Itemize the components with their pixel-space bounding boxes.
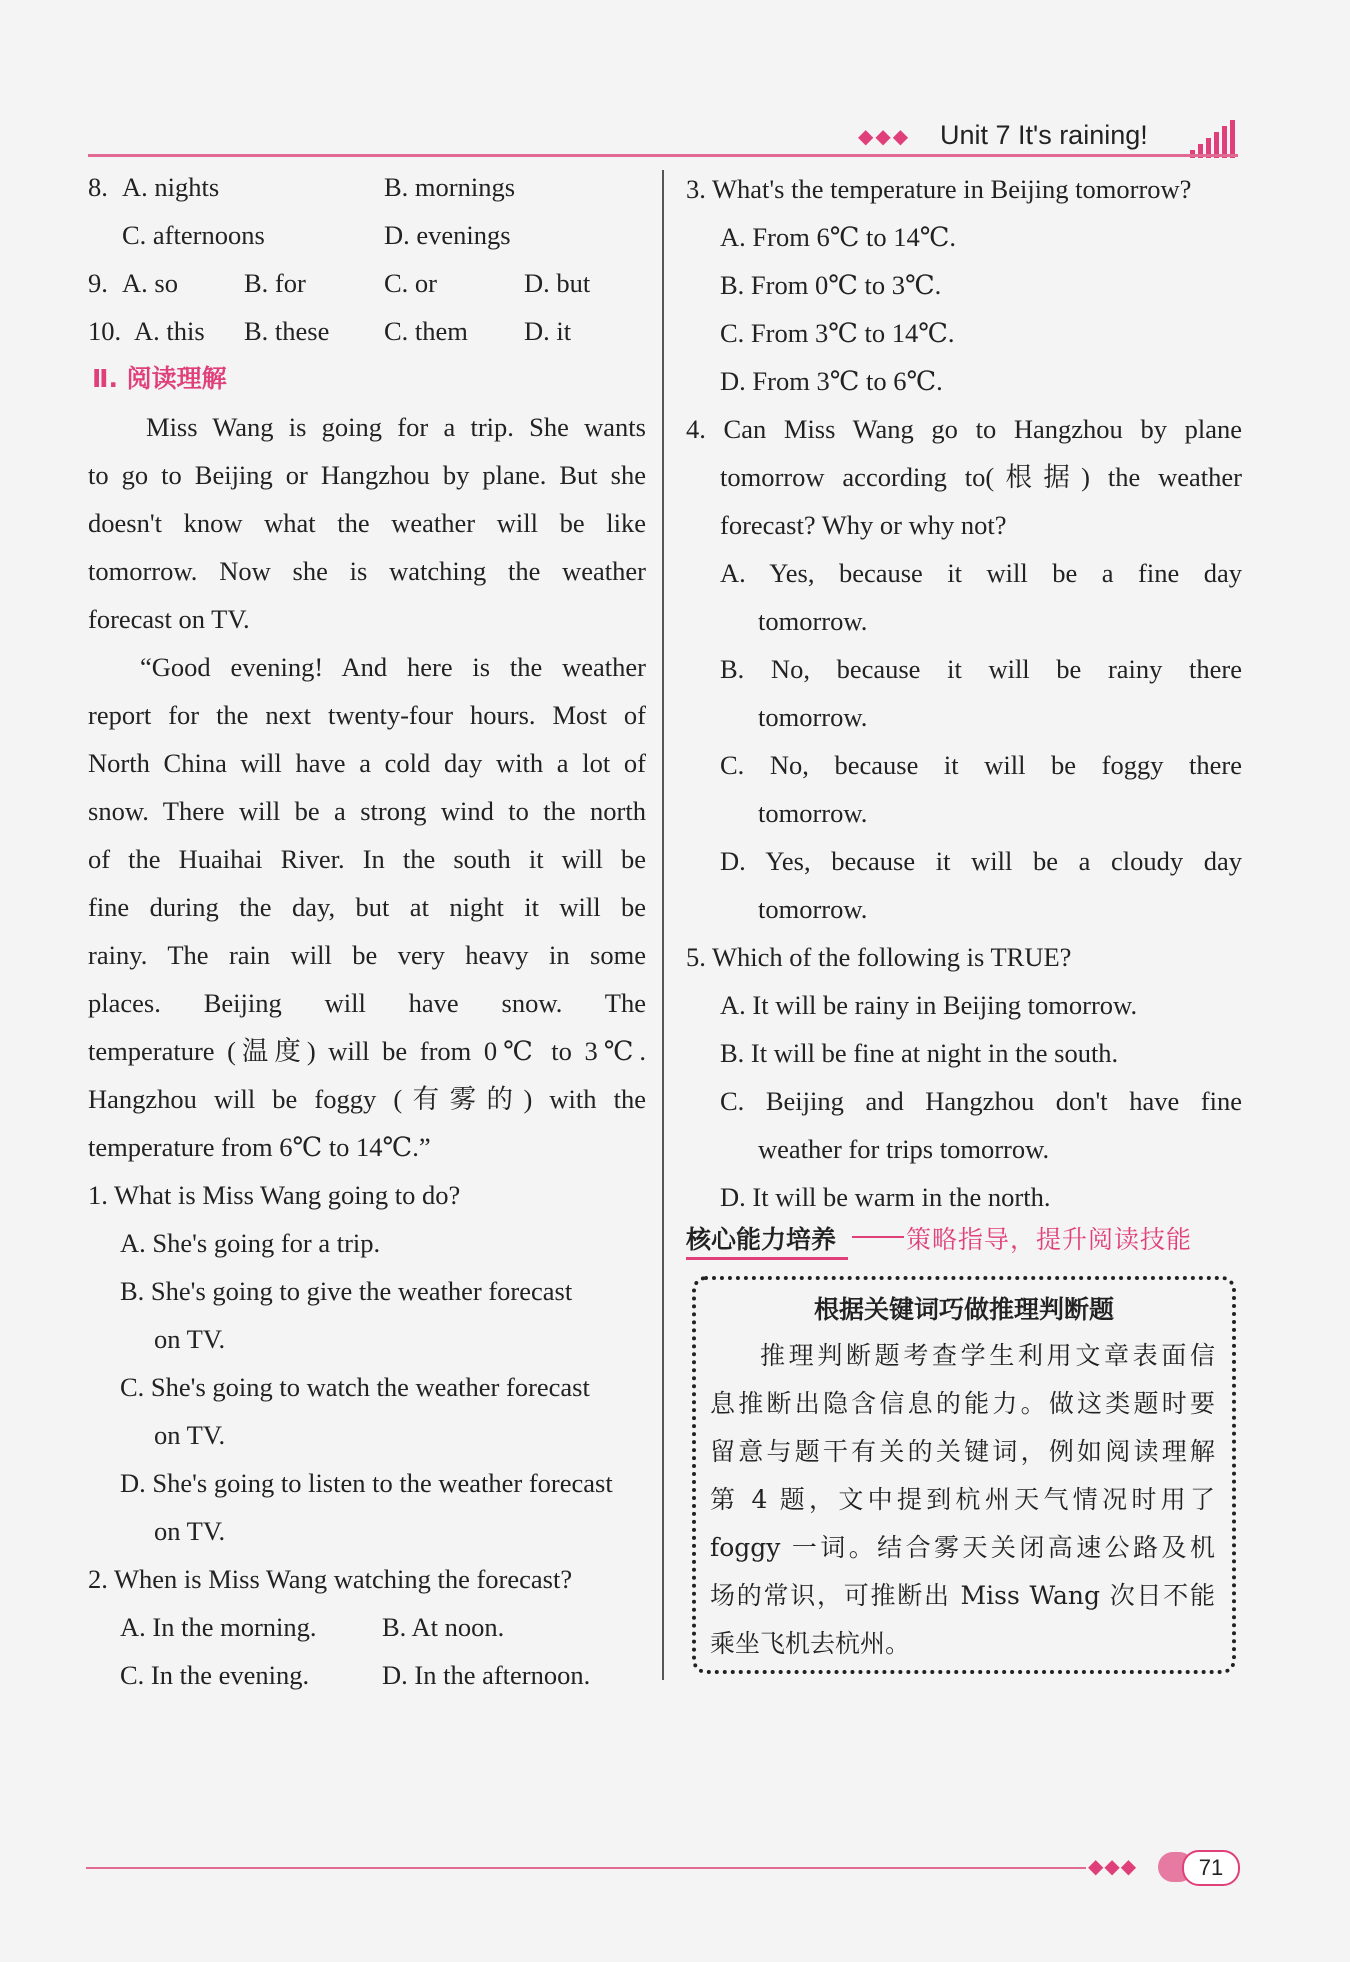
core-ability-subtitle: 策略指导，提升阅读技能: [906, 1225, 1193, 1254]
q3-option-c: C. From 3℃ to 14℃.: [720, 318, 955, 348]
q2-stem: 2. When is Miss Wang watching the forecast?: [88, 1564, 573, 1594]
tip-title: 根据关键词巧做推理判断题: [813, 1295, 1114, 1324]
q10-option-a: A. this: [134, 316, 205, 346]
q4-option-a: A. Yes, because it will be a fine day: [720, 558, 1242, 588]
header-diamonds-icon: ◆◆◆: [858, 126, 911, 148]
core-ability-heading: 核心能力培养: [686, 1225, 837, 1254]
q1-option-a: A. She's going for a trip.: [120, 1228, 381, 1258]
q4-option-b: B. No, because it will be rainy there: [720, 654, 1242, 684]
q5-option-b: B. It will be fine at night in the south.: [720, 1038, 1119, 1068]
q10-option-d: D. it: [524, 316, 572, 346]
q8-option-d: D. evenings: [384, 220, 511, 250]
page-number: 71: [1182, 1850, 1240, 1886]
q4-option-c: C. No, because it will be foggy there: [720, 750, 1242, 780]
q5-option-a: A. It will be rainy in Beijing tomorrow.: [720, 990, 1138, 1020]
q3-stem: 3. What's the temperature in Beijing tomorrow?: [686, 174, 1192, 204]
q10-option-b: B. these: [244, 316, 330, 346]
q10-option-c: C. them: [384, 316, 468, 346]
column-divider: [662, 170, 664, 1680]
q9-option-c: C. or: [384, 268, 437, 298]
q8-option-b: B. mornings: [384, 172, 516, 202]
footer-rule: [86, 1867, 1086, 1869]
q2-option-d: D. In the afternoon.: [382, 1660, 591, 1690]
q9-option-b: B. for: [244, 268, 306, 298]
core-heading-dash: [852, 1236, 904, 1238]
q1-option-d: D. She's going to listen to the weather forecast: [120, 1468, 613, 1498]
q1-option-c: C. She's going to watch the weather forecast: [120, 1372, 590, 1402]
q9-option-a: A. so: [122, 268, 178, 298]
section-title: Ⅱ. 阅读理解: [92, 364, 227, 393]
q3-option-b: B. From 0℃ to 3℃.: [720, 270, 942, 300]
q3-option-d: D. From 3℃ to 6℃.: [720, 366, 943, 396]
q3-option-a: A. From 6℃ to 14℃.: [720, 222, 956, 252]
q8-option-a: A. nights: [122, 172, 220, 202]
q4-option-d: D. Yes, because it will be a cloudy day: [720, 846, 1242, 876]
q5-option-d: D. It will be warm in the north.: [720, 1182, 1051, 1212]
q4-stem: 4. Can Miss Wang go to Hangzhou by plane: [686, 414, 1242, 444]
q5-stem: 5. Which of the following is TRUE?: [686, 942, 1072, 972]
q2-option-c: C. In the evening.: [120, 1660, 310, 1690]
q2-option-b: B. At noon.: [382, 1612, 505, 1642]
q5-option-c: C. Beijing and Hangzhou don't have fine: [720, 1086, 1242, 1116]
header-unit-title: Unit 7 It's raining!: [940, 120, 1148, 150]
header-rule: [88, 154, 1238, 157]
q1-option-b: B. She's going to give the weather forecast: [120, 1276, 573, 1306]
q9-option-d: D. but: [524, 268, 591, 298]
q1-stem: 1. What is Miss Wang going to do?: [88, 1180, 461, 1210]
workbook-page: ◆◆◆ Unit 7 It's raining! 8. A. nights B. mornings C. afternoons D. evenings 9. A. so B. for C. or D. but 10. A. this B. these C. them D. it Ⅱ. 阅读理解 Miss Wang is going for a trip. She wants to go to Beijing or Hangzhou by plane. But she doesn't know what the weather will be like tomorrow. Now she is watching the weather forecast on TV. “Good evening! And here is the weather report for the next twenty-four hours. Most of North China will have a cold day with a lot of snow. There will be a strong wind to the north of the Huaihai River. In the south it will be fine during the day, but at night it will be rainy. The rain will be very heavy in some places. Beijing will have snow. The temperature (温度) will be from 0℃ to 3℃. Hangzhou will be foggy (有雾的) with the temperature from 6℃ to 14℃.” 1. What is Miss Wang going to do? A. She's going for a trip. B. She's going to give the weather forecast on TV. C. She's going to watch the weather forecast on TV. D. She's going to listen to the weather forecast on TV. 2. When is Miss Wang watching the forecast? A. In the morning. B. At noon. C. In the evening. D. In the afternoon. 3. What's the temperature in Beijing tomorrow? A. From 6℃ to 14℃. B. From 0℃ to 3℃. C. From 3℃ to 14℃. D. From 3℃ to 6℃. 4. Can Miss Wang go to Hangzhou by plane tomorrow according to(根据) the weather forecast? Why or why not? A. Yes, because it will be a fine day tomorrow. B. No, because it will be rainy there tomorrow. C. No, because it will be foggy there tomorrow. D. Yes, because it will be a cloudy day tomorrow. 5. Which of the following is TRUE? A. It will be rainy in Beijing tomorrow. B. It will be fine at night in the south. C. Beijing and Hangzhou don't have fine weather for trips tomorrow. D. It will be warm in the north. 核心能力培养 策略指导，提升阅读技能 根据关键词巧做推理判断题 推理判断题考查学生利用文章表面信 息推断出隐含信息的能力。做这类题时要 留意与题干有关的关键词，例如阅读理解 第 4 题，文中提到杭州天气情况时用了 foggy 一词。结合雾天关闭高速公路及机 场的常识，可推断出 Miss Wang 次日不能 乘坐飞机去杭州。 ◆◆◆ 71: [0, 0, 1350, 1962]
q8-option-c: C. afternoons: [122, 220, 265, 250]
signal-bars-icon: [1190, 118, 1240, 158]
footer-diamonds-icon: ◆◆◆: [1088, 1856, 1138, 1878]
core-heading-underline: [686, 1257, 848, 1260]
q2-option-a: A. In the morning.: [120, 1612, 317, 1642]
